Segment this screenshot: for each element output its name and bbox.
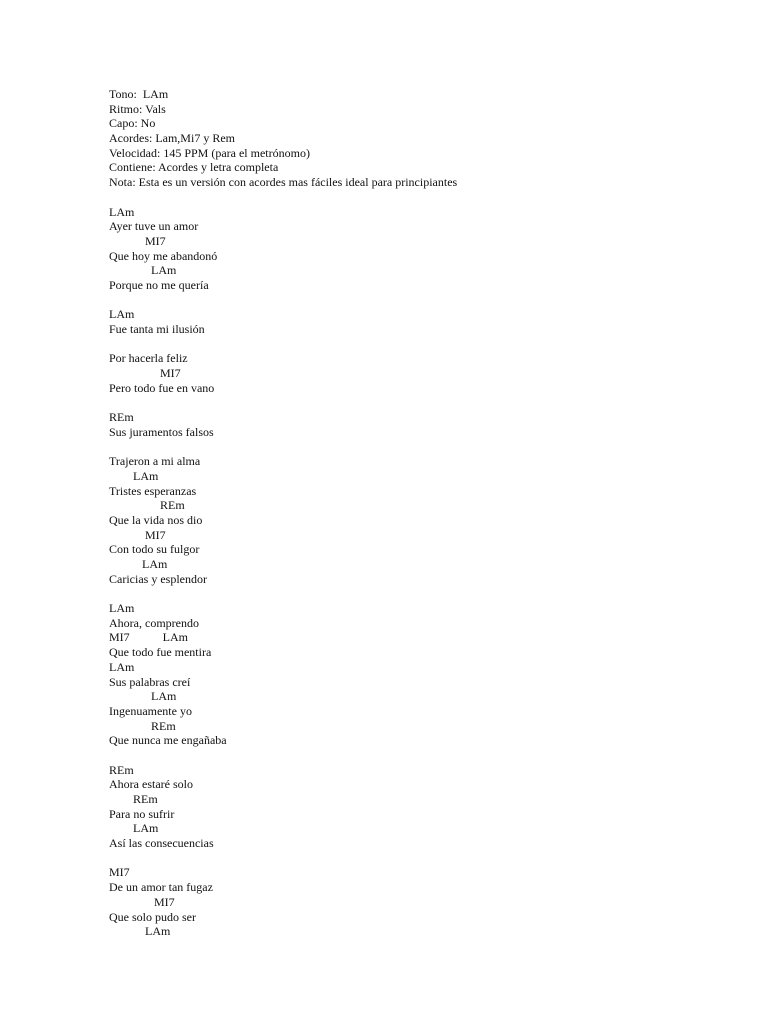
- rhythm-line: Ritmo: Vals: [109, 101, 166, 116]
- chord-line: REm: [109, 762, 134, 777]
- chord-line: REm: [109, 792, 158, 806]
- song-body: [109, 190, 729, 939]
- verse-spacer: [109, 851, 729, 866]
- verse-spacer: [109, 293, 729, 308]
- lyric-line: Ahora, comprendo: [109, 615, 199, 630]
- chord-line: LAm: [109, 307, 135, 322]
- chord-line: MI7: [109, 894, 175, 909]
- lyric-line: Ayer tuve un amor: [109, 219, 199, 234]
- verse-spacer: [109, 748, 729, 763]
- chord-line: REm: [109, 410, 134, 425]
- key-line: Tono: LAm: [109, 87, 169, 101]
- verse-block: [109, 307, 729, 336]
- lyric-line: Tristes esperanzas: [109, 483, 197, 498]
- lyric-line: Sus juramentos falsos: [109, 424, 214, 439]
- lyric-line: De un amor tan fugaz: [109, 880, 213, 895]
- chord-line: REm: [109, 718, 176, 733]
- chord-line: MI7: [109, 865, 130, 880]
- song-sheet: [109, 87, 729, 939]
- chord-line: LAm: [109, 204, 135, 219]
- chord-line: LAm: [109, 924, 171, 939]
- verse-spacer: [109, 440, 729, 455]
- lyric-line: Fue tanta mi ilusión: [109, 322, 205, 336]
- lyric-line: Porque no me quería: [109, 277, 209, 292]
- chord-line: LAm: [109, 689, 177, 704]
- chord-line: LAm: [109, 601, 135, 616]
- lyric-line: Sus palabras creí: [109, 674, 191, 689]
- lyric-line: Pero todo fue en vano: [109, 380, 215, 395]
- chords-used-line: Acordes: Lam,Mi7 y Rem: [109, 131, 235, 146]
- lyric-line: Ingenuamente yo: [109, 703, 192, 718]
- chord-line: REm: [109, 498, 185, 513]
- verse-block: [109, 763, 729, 851]
- verse-block: [109, 865, 729, 938]
- tempo-line: Velocidad: 145 PPM (para el metrónomo): [109, 145, 310, 160]
- chord-line: LAm: [109, 263, 177, 278]
- lyric-line: Con todo su fulgor: [109, 542, 200, 557]
- chord-line: LAm: [109, 468, 159, 483]
- verse-block: [109, 351, 729, 395]
- chord-line: MI7: [109, 527, 166, 542]
- verse-spacer: [109, 395, 729, 410]
- song-header: [109, 87, 729, 190]
- lyric-line: Que hoy me abandonó: [109, 248, 218, 263]
- lyric-line: Así las consecuencias: [109, 836, 214, 851]
- verse-spacer: [109, 586, 729, 601]
- lyric-line: Que todo fue mentira: [109, 645, 212, 660]
- capo-line: Capo: No: [109, 116, 156, 131]
- lyric-line: Por hacerla feliz: [109, 351, 188, 366]
- contents-line: Contiene: Acordes y letra completa: [109, 160, 279, 175]
- lyric-line: Para no sufrir: [109, 806, 175, 821]
- lyric-line: Que solo pudo ser: [109, 909, 196, 924]
- chord-line: LAm: [109, 557, 168, 571]
- chord-line: LAm: [109, 821, 159, 836]
- lyric-line: Que nunca me engañaba: [109, 733, 227, 748]
- chord-line: MI7 LAm: [109, 630, 188, 645]
- chord-line: MI7: [109, 233, 166, 248]
- verse-block: [109, 410, 729, 439]
- lyric-line: Caricias y esplendor: [109, 571, 207, 586]
- verse-spacer: [109, 337, 729, 352]
- verse-block: [109, 454, 729, 586]
- lyric-line: Ahora estaré solo: [109, 777, 193, 792]
- chord-line: LAm: [109, 659, 135, 674]
- lyric-line: Que la vida nos dio: [109, 512, 203, 527]
- verse-spacer: [109, 190, 729, 205]
- verse-block: [109, 205, 729, 293]
- verse-block: [109, 601, 729, 748]
- note-line: Nota: Esta es un versión con acordes mas fáciles ideal para principiantes: [109, 175, 458, 190]
- chord-line: MI7: [109, 366, 181, 381]
- lyric-line: Trajeron a mi alma: [109, 454, 201, 469]
